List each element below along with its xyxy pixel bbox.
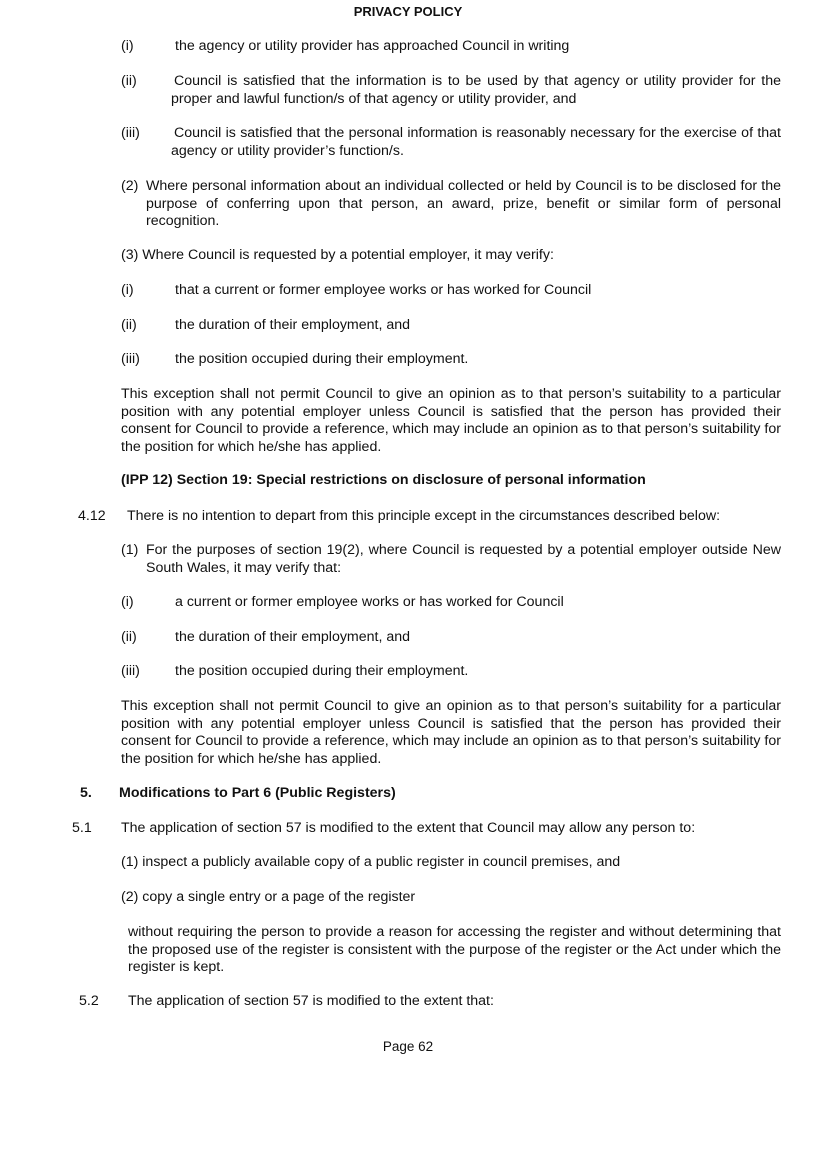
list-item-text: that a current or former employee works or has worked for Council — [175, 282, 592, 298]
list-marker: (ii) — [121, 629, 137, 645]
section-number: 4.12 — [78, 508, 106, 524]
list-item-text: a current or former employee works or has worked for Council — [175, 594, 564, 610]
section-number: 5.2 — [79, 993, 99, 1009]
page-header-title: PRIVACY POLICY — [353, 4, 463, 19]
paragraph-text: For the purposes of section 19(2), where Council is requested by a potential employer outside New South Wales, it may verify that: — [146, 542, 781, 576]
page-number: Page 62 — [382, 1039, 434, 1054]
list-item-text: Council is satisfied that the personal information is reasonably necessary for the exercise of that agency or utility provider’s function/s. — [171, 125, 781, 159]
list-marker: (i) — [121, 594, 134, 610]
list-marker: (iii) — [121, 125, 140, 141]
list-item-text: the duration of their employment, and — [175, 629, 411, 645]
paragraph-text: without requiring the person to provide a reason for accessing the register and without determining that the proposed use of the register is consistent with the purpose of the register or the Act under which the register is kept. — [128, 924, 781, 975]
section-number: 5.1 — [72, 820, 92, 836]
section-heading: Modifications to Part 6 (Public Registers) — [119, 785, 396, 801]
section-heading: (IPP 12) Section 19: Special restrictions on disclosure of personal information — [121, 472, 646, 488]
list-item-text: the duration of their employment, and — [175, 317, 411, 333]
list-marker: (ii) — [121, 317, 137, 333]
paragraph-text: (1) inspect a publicly available copy of a public register in council premises, and — [121, 854, 621, 870]
paragraph-marker: (2) — [121, 178, 139, 194]
paragraph-marker: (1) — [121, 542, 139, 558]
section-text: The application of section 57 is modified to the extent that: — [128, 993, 494, 1009]
list-marker: (i) — [121, 282, 134, 298]
section-text: The application of section 57 is modified to the extent that Council may allow any person to: — [121, 820, 696, 836]
exception-paragraph: This exception shall not permit Council to give an opinion as to that person’s suitability to a particular position with any potential employer unless Council is satisfied that the person has provided their consent for Council to provide a reference, which may include an opinion as to that person’s suitability for the position for which he/she has applied. — [121, 386, 781, 455]
list-item-text: the position occupied during their employment. — [175, 663, 469, 679]
section-number: 5. — [80, 785, 92, 801]
list-item-text: the position occupied during their employment. — [175, 351, 469, 367]
list-marker: (ii) — [121, 73, 137, 89]
list-marker: (iii) — [121, 663, 140, 679]
paragraph-text: (3) Where Council is requested by a potential employer, it may verify: — [121, 247, 554, 263]
exception-paragraph: This exception shall not permit Council to give an opinion as to that person’s suitability for a particular position with any potential employer unless Council is satisfied that the person has provided their consent for Council to provide a reference, which may include an opinion as to that person’s suitability for the position for which he/she has applied. — [121, 698, 781, 767]
paragraph-text: Where personal information about an individual collected or held by Council is to be disclosed for the purpose of conferring upon that person, an award, prize, benefit or similar form of personal recognition. — [146, 178, 781, 229]
list-item-text: Council is satisfied that the information is to be used by that agency or utility provider for the proper and lawful function/s of that agency or utility provider, and — [171, 73, 781, 107]
paragraph-text: (2) copy a single entry or a page of the register — [121, 889, 416, 905]
section-text: There is no intention to depart from this principle except in the circumstances described below: — [127, 508, 721, 524]
list-item-text: the agency or utility provider has approached Council in writing — [175, 38, 570, 54]
list-marker: (iii) — [121, 351, 140, 367]
list-marker: (i) — [121, 38, 134, 54]
